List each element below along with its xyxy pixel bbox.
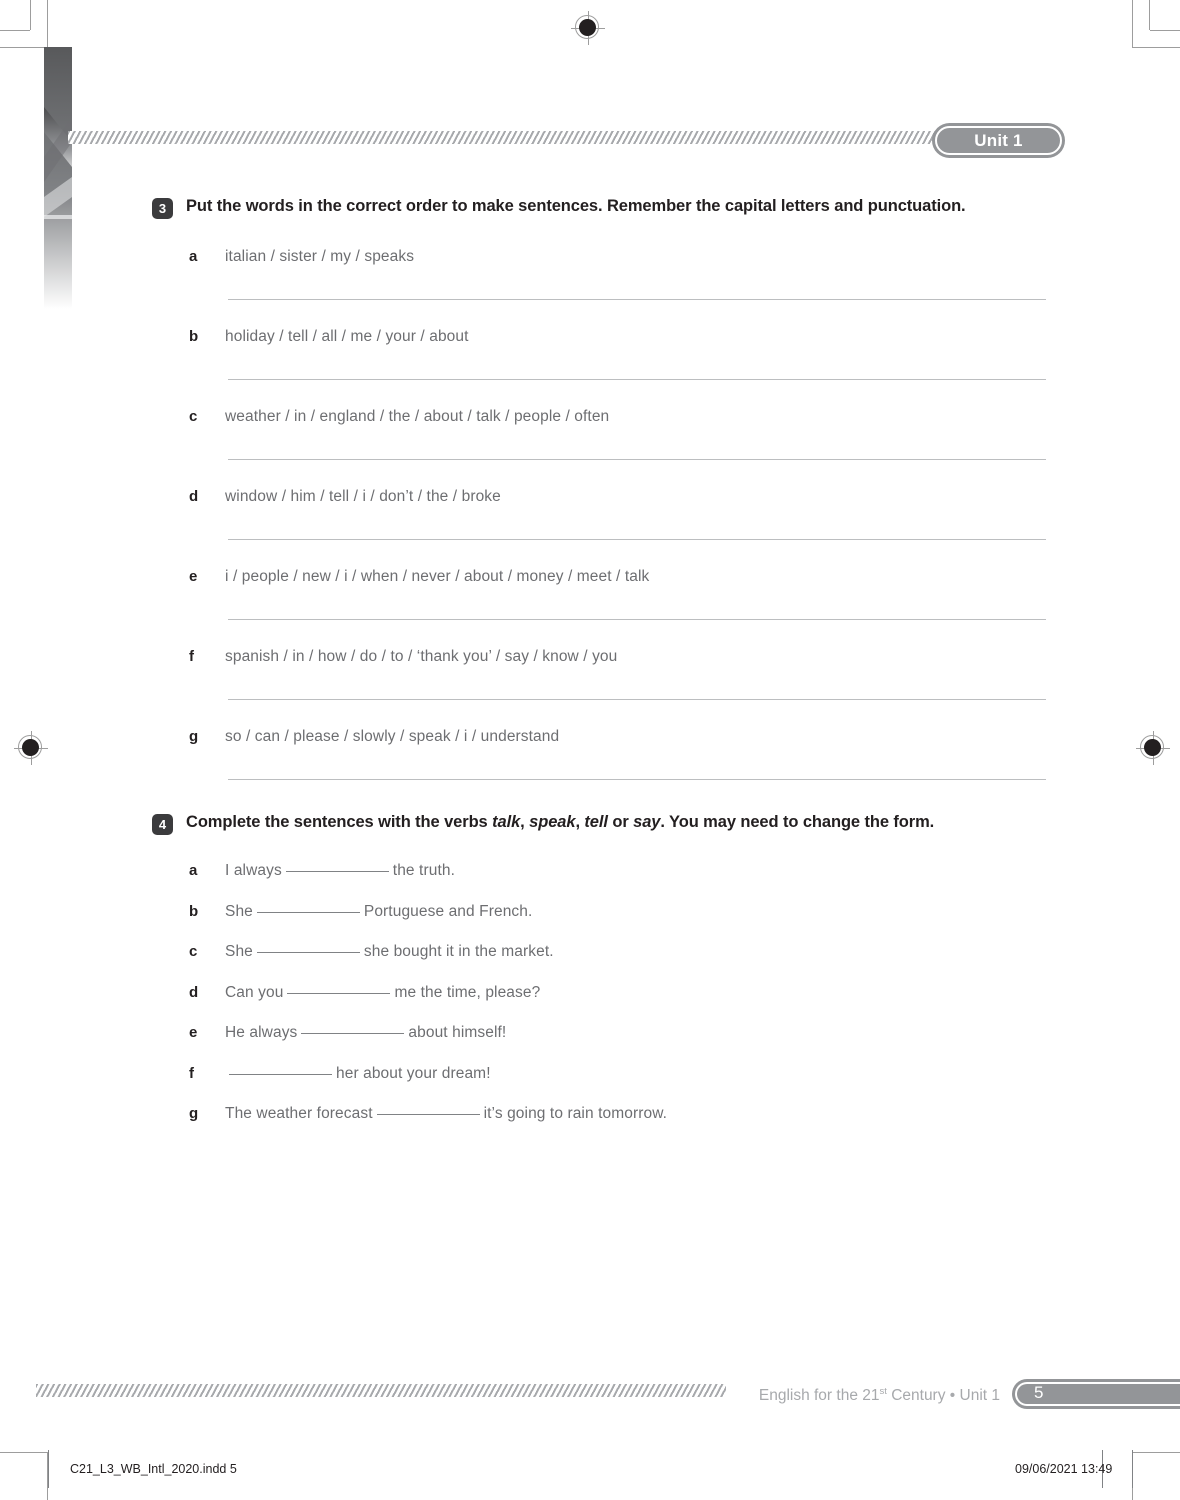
item-letter: b <box>189 328 199 345</box>
registration-mark-left <box>14 731 48 765</box>
crop-mark-bottom-right <box>1132 1452 1180 1453</box>
registration-mark-right <box>1136 731 1170 765</box>
question-3f <box>152 648 1052 728</box>
item-letter: f <box>189 1064 194 1082</box>
answer-blank[interactable] <box>377 1114 480 1115</box>
separator: , <box>520 813 530 831</box>
answer-line[interactable] <box>228 379 1046 380</box>
sentence-after-blank: she bought it in the market. <box>363 943 554 960</box>
exercise-3 <box>152 196 1052 808</box>
footer-rule <box>36 1384 726 1397</box>
registration-mark-top <box>571 11 605 45</box>
sentence-before-blank: The weather forecast <box>225 1105 373 1122</box>
item-prompt: i / people / new / i / when / never / about / money / meet / talk <box>225 568 650 585</box>
item-sentence <box>225 1024 506 1042</box>
answer-line[interactable] <box>228 619 1046 620</box>
sentence-after-blank: the truth. <box>392 862 455 879</box>
verb-talk: talk <box>492 813 521 831</box>
answer-blank[interactable] <box>257 912 360 913</box>
sentence-after-blank: it’s going to rain tomorrow. <box>483 1105 668 1122</box>
question-4b <box>152 903 1052 944</box>
item-sentence <box>225 1105 667 1123</box>
item-letter: c <box>189 408 198 425</box>
decorative-edge-artwork <box>44 47 72 309</box>
unit-badge <box>932 123 1065 158</box>
exercise-4-instruction <box>186 812 934 833</box>
sentence-after-blank: Portuguese and French. <box>363 902 533 920</box>
crop-mark-top-right <box>1132 0 1133 48</box>
page-number: 5 <box>1034 1383 1044 1402</box>
answer-line[interactable] <box>228 459 1046 460</box>
exercise-3-header <box>152 196 1052 219</box>
question-3b <box>152 328 1052 408</box>
answer-blank[interactable] <box>229 1074 332 1075</box>
answer-line[interactable] <box>228 539 1046 540</box>
item-sentence <box>225 862 455 880</box>
item-prompt: spanish / in / how / do / to / ‘thank you’ / say / know / you <box>225 648 618 665</box>
sentence-after-blank: about himself! <box>408 1024 507 1041</box>
crop-mark-top-left <box>0 47 48 48</box>
answer-blank[interactable] <box>286 871 389 872</box>
separator: , <box>575 813 585 831</box>
item-letter: a <box>189 248 198 265</box>
item-prompt: window / him / tell / i / don’t / the / broke <box>225 488 501 505</box>
exercise-4-header <box>152 812 1052 835</box>
unit-badge-label: Unit 1 <box>974 130 1023 150</box>
item-letter: d <box>189 983 199 1001</box>
item-prompt: weather / in / england / the / about / talk / people / often <box>225 408 610 425</box>
item-prompt: holiday / tell / all / me / your / about <box>225 328 469 345</box>
item-sentence <box>225 984 540 1002</box>
item-prompt: italian / sister / my / speaks <box>225 248 415 265</box>
item-letter: c <box>189 943 198 960</box>
print-filename: C21_L3_WB_Intl_2020.indd 5 <box>70 1462 237 1476</box>
separator: or <box>607 813 634 831</box>
slug-divider <box>48 1450 49 1488</box>
verb-speak: speak <box>529 813 576 831</box>
crop-mark-top-right <box>1150 30 1180 31</box>
question-4g <box>152 1105 1052 1146</box>
item-letter: e <box>189 1024 198 1041</box>
sentence-before-blank: She <box>225 902 253 920</box>
question-3d <box>152 488 1052 568</box>
instruction-text-end: . You may need to change the form. <box>660 813 935 831</box>
print-timestamp: 09/06/2021 13:49 <box>1015 1462 1113 1476</box>
question-4a <box>152 862 1052 903</box>
crop-mark-top-right <box>1132 47 1180 48</box>
question-4c <box>152 943 1052 984</box>
crop-mark-top-left <box>47 0 48 48</box>
question-3c <box>152 408 1052 488</box>
answer-line[interactable] <box>228 699 1046 700</box>
item-letter: b <box>189 902 199 920</box>
item-sentence <box>225 943 554 961</box>
answer-blank[interactable] <box>287 993 390 994</box>
header-rule <box>68 131 943 144</box>
crop-mark-top-left <box>30 0 31 30</box>
sentence-before-blank: She <box>225 943 253 960</box>
sentence-after-blank: her about your dream! <box>336 1064 491 1082</box>
crop-mark-top-left <box>0 30 30 31</box>
item-prompt: so / can / please / slowly / speak / i / understand <box>225 728 560 745</box>
verb-say: say <box>633 813 661 831</box>
item-letter: g <box>189 1105 199 1122</box>
crop-mark-bottom-left <box>0 1452 48 1453</box>
sentence-before-blank: He always <box>225 1024 298 1041</box>
item-letter: d <box>189 488 199 505</box>
exercise-4-number: 4 <box>152 814 173 835</box>
answer-blank[interactable] <box>301 1033 404 1034</box>
exercise-4 <box>152 812 1052 1146</box>
item-letter: g <box>189 728 199 745</box>
exercise-3-number: 3 <box>152 198 173 219</box>
answer-blank[interactable] <box>257 952 360 953</box>
item-sentence <box>225 903 532 921</box>
question-3g <box>152 728 1052 808</box>
exercise-3-instruction: Put the words in the correct order to make sentences. Remember the capital letters and punctuation. <box>186 197 966 215</box>
slug-divider <box>1132 1450 1133 1488</box>
footer-title-part1: English for the 21 <box>758 1387 880 1405</box>
question-3a <box>152 248 1052 328</box>
question-4d <box>152 984 1052 1025</box>
sentence-after-blank: me the time, please? <box>394 983 541 1001</box>
question-3e <box>152 568 1052 648</box>
ordinal-suffix: st <box>879 1386 887 1397</box>
item-letter: a <box>189 862 198 879</box>
item-sentence <box>225 1065 491 1083</box>
footer-title-part2: Century • Unit 1 <box>886 1387 1000 1405</box>
item-letter: e <box>189 568 198 585</box>
question-4f <box>152 1065 1052 1106</box>
sentence-before-blank: Can you <box>225 983 284 1001</box>
verb-tell: tell <box>584 813 608 831</box>
page-number-badge <box>1012 1379 1180 1409</box>
answer-line[interactable] <box>228 779 1046 780</box>
sentence-before-blank: I always <box>225 862 282 879</box>
item-letter: f <box>189 648 194 665</box>
footer-series-title <box>759 1386 1000 1405</box>
question-4e <box>152 1024 1052 1065</box>
answer-line[interactable] <box>228 299 1046 300</box>
crop-mark-top-right <box>1149 0 1150 30</box>
instruction-text-start: Complete the sentences with the verbs <box>186 813 493 831</box>
